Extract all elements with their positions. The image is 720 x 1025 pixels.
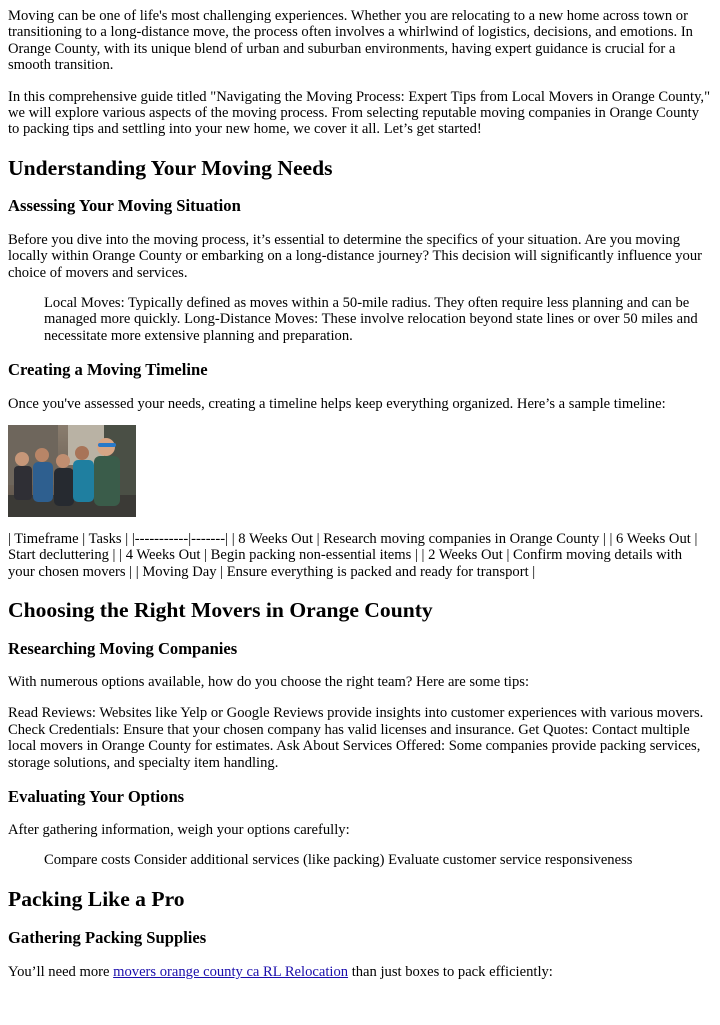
assessing-paragraph: Before you dive into the moving process, it’s essential to determine the specifics of your situation. Are you moving locally within Orange County or embarking on a long-distance journey? This decision will significantly influence your choice of movers and services.: [8, 231, 702, 281]
subheading-evaluating-options: Evaluating Your Options: [8, 786, 185, 806]
subheading-moving-timeline: Creating a Moving Timeline: [8, 360, 208, 380]
subheading-researching-companies: Researching Moving Companies: [8, 638, 238, 658]
evaluation-criteria-quote: Compare costs Consider additional services (like packing) Evaluate customer service responsiveness: [44, 852, 633, 869]
section-heading-moving-needs: Understanding Your Moving Needs: [8, 155, 333, 180]
evaluating-paragraph: After gathering information, weigh your options carefully:: [8, 821, 350, 838]
timeline-paragraph: Once you've assessed your needs, creating a timeline helps keep everything organized. Here’s a sample timeline:: [8, 396, 666, 413]
researching-paragraph: With numerous options available, how do you choose the right team? Here are some tips:: [8, 673, 530, 690]
timeline-table-text: | Timeframe | Tasks | |-----------|-------| | 8 Weeks Out | Research moving companies in Orange County | | 6 Weeks Out | Start decluttering | | 4 Weeks Out | Begin packing non-essential items | | 2 Weeks Out | Confirm moving details with your chosen movers | | Moving Day | Ensure everything is packed and ready for transport |: [8, 530, 698, 580]
subheading-packing-supplies: Gathering Packing Supplies: [8, 927, 207, 947]
packing-supplies-paragraph: [8, 964, 712, 980]
packing-supplies-text-before: You’ll need more: [8, 963, 114, 980]
intro-guide-paragraph: In this comprehensive guide titled "Navigating the Moving Process: Expert Tips from Local Movers in Orange County," we will explore various aspects of the moving process. From selecting reputable moving companies in Orange County to packing tips and settling into your new home, we cover it all. Let’s get started!: [8, 88, 711, 138]
intro-paragraph: Moving can be one of life's most challenging experiences. Whether you are relocating to a new home across town or transitioning to a long-distance move, the process often involves a whirlwind of logistics, decisions, and emotions. In Orange County, with its unique blend of urban and suburban environments, having expert guidance is crucial for a smooth transition.: [8, 8, 693, 74]
section-heading-choosing-movers: Choosing the Right Movers in Orange County: [8, 597, 433, 622]
research-tips-paragraph: Read Reviews: Websites like Yelp or Google Reviews provide insights into customer experiences with various movers. Check Credentials: Ensure that your chosen company has valid licenses and insurance. Get Quotes: Contact multiple local movers in Orange County for estimates. Ask About Services Offered: Some companies provide packing services, storage solutions, and specialty item handling.: [8, 705, 704, 771]
section-heading-packing: Packing Like a Pro: [8, 886, 185, 911]
movers-team-photo-image: [8, 425, 136, 517]
move-types-quote: Local Moves: Typically defined as moves within a 50-mile radius. They often require less planning and can be managed more quickly. Long-Distance Moves: These involve relocation beyond state lines or over 50 miles and necessitate more extensive planning and preparation.: [44, 295, 698, 344]
movers-team-photo: [8, 425, 136, 517]
packing-supplies-text-after: than just boxes to pack efficiently:: [348, 963, 553, 980]
movers-orange-county-link[interactable]: movers orange county ca RL Relocation: [113, 963, 349, 980]
article: [0, 8, 720, 980]
subheading-assessing-situation: Assessing Your Moving Situation: [8, 195, 241, 215]
